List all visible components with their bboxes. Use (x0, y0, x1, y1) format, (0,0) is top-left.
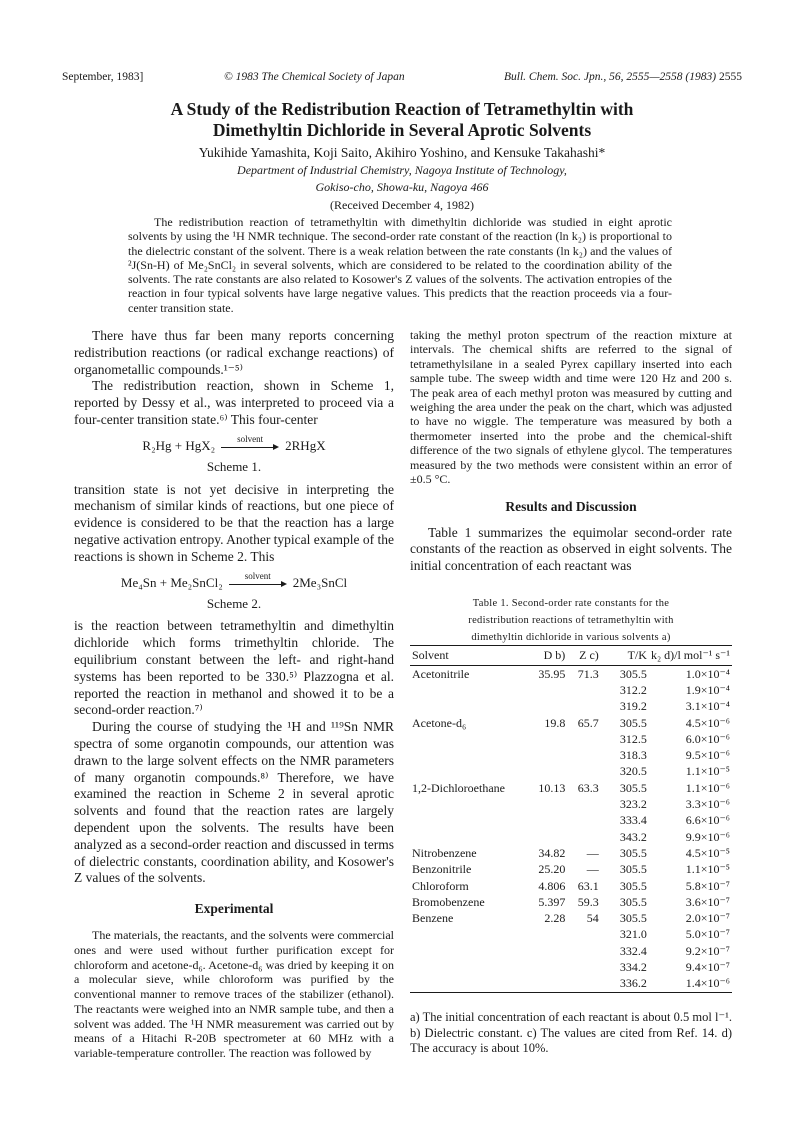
cell-temperature: 323.2 (619, 797, 647, 812)
scheme-1-equation (74, 435, 394, 455)
cell-solvent: 1,2-Dichloroethane (412, 780, 505, 795)
table-row (410, 829, 732, 845)
arrow-label: solvent (237, 433, 264, 444)
cell-solvent: Benzene (412, 911, 454, 926)
cell-rate-constant: 1.1×10⁻⁵ (685, 862, 730, 877)
experimental-paragraph: The materials, the reactants, and the solvents were commercial ones and were used without further purification except for chloroform and acetone-d₆. Acetone-d₆ was dried by keeping it on a molecular sieve, while chloroform was purified by the conventional manner to remove traces of the stabilizer (ethanol). The reactants were weighed into an NMR sample tube, and then a solvent was added. The ¹H NMR measurement was carried out by means of a Hitachi R-20B spectrometer at 60 MHz with a variable-temperature controller. The reaction was followed by (74, 927, 394, 1061)
cell-dielectric (522, 959, 568, 975)
cell-solvent (410, 976, 522, 993)
scheme-2-equation (74, 572, 394, 592)
cell-temperature: 334.2 (619, 959, 647, 974)
table-row (410, 731, 732, 747)
cell-solvent (410, 959, 522, 975)
cell-rate-constant: 2.0×10⁻⁷ (685, 911, 730, 926)
arrow-label: solvent (244, 570, 271, 581)
cell-dielectric (522, 927, 568, 943)
scheme-2-reactants: Me₄Sn + Me₂SnCl₂ (120, 574, 223, 590)
cell-dielectric (522, 747, 568, 763)
cell-solvent (410, 829, 522, 845)
cell-z-value: 71.3 (577, 666, 599, 681)
cell-dielectric: 4.806 (538, 878, 566, 893)
cell-rate-constant: 5.0×10⁻⁷ (685, 927, 730, 942)
table-footnotes: a) The initial concentration of each reactant is about 0.5 mol l⁻¹. b) Dielectric constant. c) The values are cited from Ref. 14. d) The accuracy is about 10%. (410, 1010, 732, 1055)
cell-dielectric (522, 796, 568, 812)
cell-temperature: 343.2 (619, 829, 647, 844)
experimental-heading: Experimental (194, 901, 274, 917)
experimental-continuation: taking the methyl proton spectrum of the reaction mixture at intervals. The chemical shifts are referred to the signal of tetramethylsilane in a sealed Pyrex capillary inserted into each sample tube. The sweep width and time were 120 Hz and 200 s. The peak area of each methyl proton was measured by cutting and weighing the area under the peak on the chart, which was adjusted to have no wiggle. The temperature was measured by both a thermometer inserted into the probe and the chemical-shift difference of the two signals of ethylene glycol. The temperatures measured by the two methods were consistent within an error of ±0.5 °C. (410, 328, 732, 487)
journal-citation: Bull. Chem. Soc. Jpn., 56, 2555—2558 (1983) (504, 71, 717, 83)
intro-paragraph-5: During the course of studying the ¹H and ¹¹⁹Sn NMR spectra of some organotin compounds, our attention was drawn to the large solvent effects on the NMR parameters of many organotin compounds.⁸⁾ Therefore, we have examined the reaction in Scheme 2 in several aprotic solvents and found that the reaction rates are largely dependent upon the solvents. The results have been analyzed as a second-order reaction and discussed in terms of dielectric constants, coordination ability, and Kosower's Z values of the solvents. (74, 719, 394, 886)
cell-dielectric (522, 731, 568, 747)
cell-dielectric (522, 976, 568, 993)
cell-z-value (567, 959, 604, 975)
cell-temperature: 305.5 (619, 878, 647, 893)
table-row (410, 682, 732, 698)
table-row (410, 796, 732, 812)
intro-paragraph-2: The redistribution reaction, shown in Scheme 1, reported by Dessy et al., was interpreted to proceed via a four-center transition state.⁶⁾ This four-center (74, 378, 394, 427)
running-header (62, 71, 742, 87)
scheme-1-reactants: R₂Hg + HgX₂ (142, 437, 216, 453)
table-row (410, 943, 732, 959)
reaction-arrow-icon (229, 572, 287, 588)
table-row (410, 862, 732, 878)
cell-z-value (567, 747, 604, 763)
cell-solvent (410, 943, 522, 959)
scheme-2-caption: Scheme 2. (206, 595, 262, 611)
cell-z-value (567, 829, 604, 845)
right-column (410, 328, 732, 574)
cell-solvent: Nitrobenzene (412, 845, 477, 860)
cell-solvent (410, 813, 522, 829)
cell-dielectric (522, 813, 568, 829)
abstract-text: The redistribution reaction of tetramethyltin with dimethyltin dichloride was studied in eight aprotic solvents by using the ¹H NMR technique. The second-order rate constant of the reaction (ln k₂) is proportional to the dielectric constant of the solvent. There is a weak relation between the rate constants (ln k₂) and the values of ²J(Sn-H) of Me₂SnCl₂ in several solvents, which are considered to be related to the coordination ability of the solvents. The rate constants are also related to Kosower's Z values of the solvents. The activation entropies of the reaction in four typical solvents have large negative values. This predicts that the reaction proceeds via a four-center transition state. (128, 215, 672, 315)
cell-dielectric (522, 699, 568, 715)
cell-z-value: 59.3 (577, 894, 599, 909)
table-row (410, 780, 732, 796)
received-date: (Received December 4, 1982) (330, 198, 474, 212)
cell-z-value (567, 731, 604, 747)
cell-dielectric: 10.13 (538, 780, 566, 795)
cell-rate-constant: 1.0×10⁻⁴ (685, 666, 730, 681)
cell-dielectric: 25.20 (538, 862, 566, 877)
table-caption-line-3: dimethyltin dichloride in various solvents a) (471, 632, 671, 643)
table-row (410, 666, 732, 683)
cell-z-value: 63.3 (577, 780, 599, 795)
table-row (410, 976, 732, 993)
cell-rate-constant: 3.3×10⁻⁶ (685, 797, 730, 812)
cell-solvent: Bromobenzene (412, 894, 485, 909)
cell-temperature: 305.5 (619, 780, 647, 795)
cell-dielectric: 2.28 (544, 911, 566, 926)
cell-rate-constant: 4.5×10⁻⁵ (685, 845, 730, 860)
results-paragraph: Table 1 summarizes the equimolar second-order rate constants of the reaction as observed in eight solvents. The initial concentration of each reactant was (410, 524, 732, 573)
copyright-notice: © 1983 The Chemical Society of Japan (224, 71, 405, 83)
cell-rate-constant: 9.5×10⁻⁶ (685, 748, 730, 763)
cell-temperature: 305.5 (619, 715, 647, 730)
title-line-1: A Study of the Redistribution Reaction of Tetramethyltin with (170, 99, 634, 119)
cell-solvent: Benzonitrile (412, 862, 472, 877)
table-header-row (410, 646, 732, 666)
abstract (128, 215, 672, 315)
header-solvent: Solvent (410, 646, 522, 666)
results-heading: Results and Discussion (505, 499, 637, 515)
table-row (410, 699, 732, 715)
cell-z-value (567, 943, 604, 959)
cell-temperature: 305.5 (619, 911, 647, 926)
table-row (410, 715, 732, 731)
table-row (410, 878, 732, 894)
cell-rate-constant: 3.6×10⁻⁷ (685, 894, 730, 909)
cell-solvent (410, 764, 522, 780)
cell-temperature: 305.5 (619, 666, 647, 681)
cell-z-value (567, 699, 604, 715)
cell-solvent: Acetonitrile (412, 666, 470, 681)
table-row (410, 747, 732, 763)
cell-z-value (567, 813, 604, 829)
header-z-value: Z c) (567, 646, 604, 666)
scheme-1-products: 2RHgX (285, 437, 326, 453)
cell-z-value (567, 927, 604, 943)
scheme-1-caption: Scheme 1. (206, 458, 262, 474)
cell-z-value: — (586, 845, 599, 860)
cell-temperature: 333.4 (619, 813, 647, 828)
cell-dielectric: 19.8 (544, 715, 566, 730)
author-list: Yukihide Yamashita, Koji Saito, Akihiro Yoshino, and Kensuke Takahashi* (198, 145, 606, 160)
cell-rate-constant: 9.2×10⁻⁷ (685, 943, 730, 958)
cell-dielectric: 5.397 (538, 894, 566, 909)
cell-z-value (567, 764, 604, 780)
affiliation-department: Department of Industrial Chemistry, Nagoya Institute of Technology, (237, 163, 567, 177)
cell-rate-constant: 3.1×10⁻⁴ (685, 699, 730, 714)
cell-rate-constant: 9.4×10⁻⁷ (685, 959, 730, 974)
cell-z-value (567, 976, 604, 993)
intro-paragraph-3: transition state is not yet decisive in interpreting the mechanism of similar kinds of reactions, but one piece of evidence is considered to be that the reaction has a large negative activation entropy. Another typical example of the reactions is shown in Scheme 2. This (74, 481, 395, 564)
cell-temperature: 312.2 (619, 682, 647, 697)
cell-solvent (410, 682, 522, 698)
table-row (410, 845, 732, 861)
cell-temperature: 336.2 (605, 976, 649, 993)
cell-solvent: Chloroform (412, 878, 469, 893)
cell-z-value (567, 682, 604, 698)
intro-paragraph-4: is the reaction between tetramethyltin and dimethyltin dichloride which forms trimethyltin chloride. The equilibrium constant between the left- and right-hand systems has been reported to be 330.⁵⁾ Plazzogna et al. reported the reaction in methanol and showed it to be a second-order reaction.⁷⁾ (74, 618, 394, 718)
table-row (410, 894, 732, 910)
title-line-2: Dimethyltin Dichloride in Several Aprotic Solvents (212, 120, 592, 140)
cell-temperature: 332.4 (619, 943, 647, 958)
header-dielectric: D b) (522, 646, 568, 666)
table-row (410, 813, 732, 829)
cell-rate-constant: 1.1×10⁻⁵ (685, 764, 730, 779)
cell-solvent (410, 731, 522, 747)
cell-dielectric (522, 943, 568, 959)
cell-solvent (410, 796, 522, 812)
cell-temperature: 305.5 (619, 862, 647, 877)
cell-solvent: Acetone-d₆ (412, 715, 467, 730)
cell-temperature: 319.2 (619, 699, 647, 714)
cell-z-value: 54 (586, 911, 599, 926)
cell-solvent (410, 927, 522, 943)
cell-rate-constant: 5.8×10⁻⁷ (685, 878, 730, 893)
left-column (74, 328, 394, 1061)
page-number: 2555 (719, 71, 742, 83)
cell-rate-constant: 4.5×10⁻⁶ (685, 715, 730, 730)
intro-paragraph-1: There have thus far been many reports concerning redistribution reactions (or radical exchange reactions) of organometallic compounds.¹⁻⁵⁾ (74, 328, 394, 377)
table-row (410, 927, 732, 943)
cell-dielectric (522, 764, 568, 780)
cell-rate-constant: 9.9×10⁻⁶ (685, 829, 730, 844)
table-caption (410, 595, 732, 646)
cell-z-value: 65.7 (577, 715, 599, 730)
cell-temperature: 320.5 (619, 764, 647, 779)
cell-rate-constant: 6.0×10⁻⁶ (685, 731, 730, 746)
table-caption-line-1: Table 1. Second-order rate constants for the (472, 598, 670, 609)
reaction-arrow-icon (221, 435, 279, 451)
header-temperature: T/K (605, 646, 649, 666)
cell-z-value: — (586, 862, 599, 877)
cell-dielectric: 35.95 (538, 666, 566, 681)
issue-date: September, 1983] (62, 71, 144, 83)
cell-rate-constant: 1.9×10⁻⁴ (685, 682, 730, 697)
affiliation-address: Gokiso-cho, Showa-ku, Nagoya 466 (315, 180, 489, 194)
cell-dielectric (522, 829, 568, 845)
scheme-2-products: 2Me₃SnCl (292, 574, 348, 590)
cell-rate-constant: 1.4×10⁻⁶ (649, 976, 732, 993)
cell-z-value: 63.1 (577, 878, 599, 893)
table-caption-line-2: redistribution reactions of tetramethyltin with (468, 615, 674, 626)
cell-temperature: 312.5 (619, 731, 647, 746)
cell-solvent (410, 747, 522, 763)
cell-z-value (567, 796, 604, 812)
table-row (410, 910, 732, 926)
cell-solvent (410, 699, 522, 715)
table-row (410, 764, 732, 780)
cell-dielectric: 34.82 (538, 845, 566, 860)
paper-title (62, 99, 742, 141)
cell-rate-constant: 6.6×10⁻⁶ (685, 813, 730, 828)
cell-rate-constant: 1.1×10⁻⁶ (685, 780, 730, 795)
cell-temperature: 305.5 (619, 845, 647, 860)
rate-constants-table (410, 645, 732, 993)
cell-temperature: 305.5 (619, 894, 647, 909)
cell-temperature: 318.3 (619, 748, 647, 763)
cell-temperature: 321.0 (619, 927, 647, 942)
table-row (410, 959, 732, 975)
header-rate-constant: k₂ d)/l mol⁻¹ s⁻¹ (649, 646, 732, 666)
cell-dielectric (522, 682, 568, 698)
